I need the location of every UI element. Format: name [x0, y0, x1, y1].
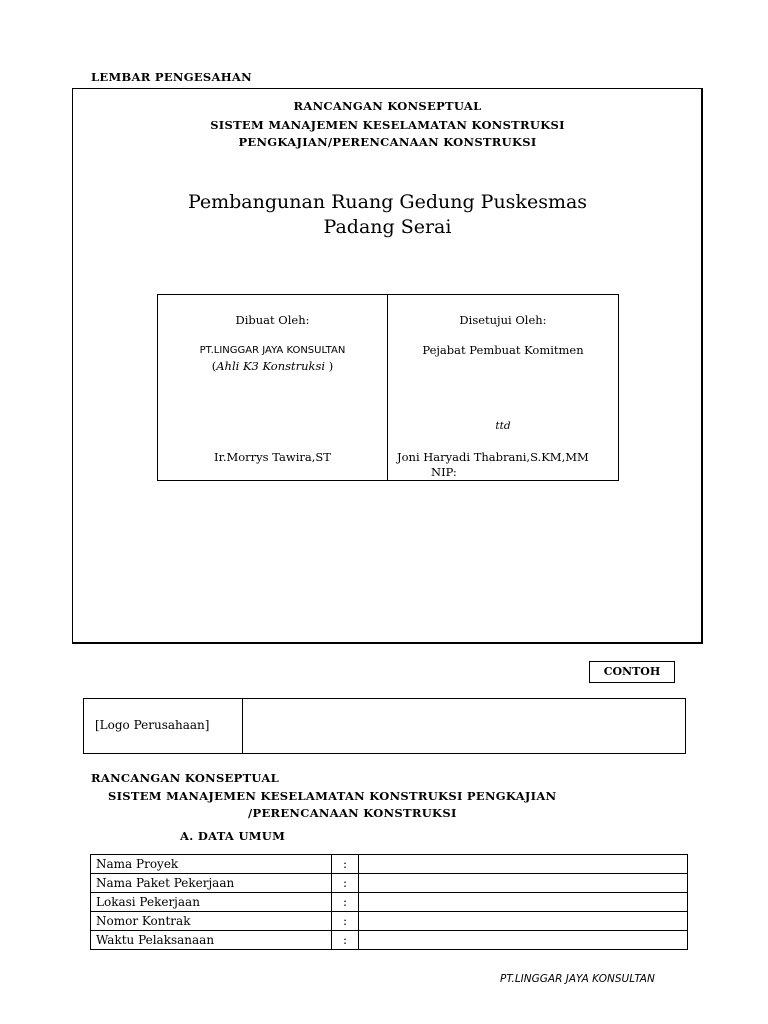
concept-title-line-1: RANCANGAN KONSEPTUAL [91, 771, 280, 785]
row-separator: : [332, 912, 359, 931]
row-separator: : [332, 893, 359, 912]
row-label: Lokasi Pekerjaan [91, 893, 332, 912]
row-label: Waktu Pelaksanaan [91, 931, 332, 950]
project-title [72, 190, 703, 240]
concept-title-line-3: /PERENCANAAN KONSTRUKSI [248, 806, 457, 820]
table-row [91, 931, 688, 950]
row-label: Nama Paket Pekerjaan [91, 874, 332, 893]
row-separator: : [332, 931, 359, 950]
sample-stamp: CONTOH [589, 661, 675, 683]
logo-placeholder: [Logo Perusahaan] [95, 718, 210, 732]
row-label: Nama Proyek [91, 855, 332, 874]
row-value [359, 874, 688, 893]
approved-by-label: Disetujui Oleh: [459, 313, 547, 327]
prepared-by-role-text: Ahli K3 Konstruksi [216, 359, 326, 373]
table-row [91, 912, 688, 931]
company-header-divider [242, 698, 243, 754]
page-footer: PT.LINGGAR JAYA KONSULTAN [500, 973, 655, 985]
concept-title-line-2: SISTEM MANAJEMEN KESELAMATAN KONSTRUKSI PENGKAJIAN [108, 789, 557, 803]
approval-sheet-heading: LEMBAR PENGESAHAN [91, 70, 252, 84]
approved-by-nip: NIP: [431, 465, 457, 479]
approval-title-line-2: SISTEM MANAJEMEN KESELAMATAN KONSTRUKSI [210, 118, 565, 132]
general-data-table [90, 854, 688, 950]
table-row [91, 893, 688, 912]
approved-by-position: Pejabat Pembuat Komitmen [422, 343, 584, 357]
table-row [91, 874, 688, 893]
row-value [359, 855, 688, 874]
row-label: Nomor Kontrak [91, 912, 332, 931]
approved-by-signatory: Joni Haryadi Thabrani,S.KM,MM [397, 450, 589, 464]
row-value [359, 931, 688, 950]
table-row [91, 855, 688, 874]
prepared-by-role-close: ) [328, 359, 334, 373]
prepared-by-company: PT.LINGGAR JAYA KONSULTAN [199, 345, 346, 356]
approval-title-line-3: PENGKAJIAN/PERENCANAAN KONSTRUKSI [238, 135, 537, 149]
row-separator: : [332, 874, 359, 893]
approved-by-signature: ttd [495, 420, 511, 432]
project-title-line-1: Pembangunan Ruang Gedung Puskesmas [187, 191, 588, 213]
prepared-by-signatory: Ir.Morrys Tawira,ST [214, 450, 331, 464]
prepared-by-role-open: ( [211, 359, 217, 373]
approval-title-line-1: RANCANGAN KONSEPTUAL [293, 99, 482, 113]
project-title-line-2: Padang Serai [323, 216, 452, 238]
prepared-by-label: Dibuat Oleh: [235, 313, 310, 327]
section-a-heading: A. DATA UMUM [180, 829, 286, 843]
row-value [359, 893, 688, 912]
row-value [359, 912, 688, 931]
row-separator: : [332, 855, 359, 874]
prepared-by-role [158, 359, 387, 373]
